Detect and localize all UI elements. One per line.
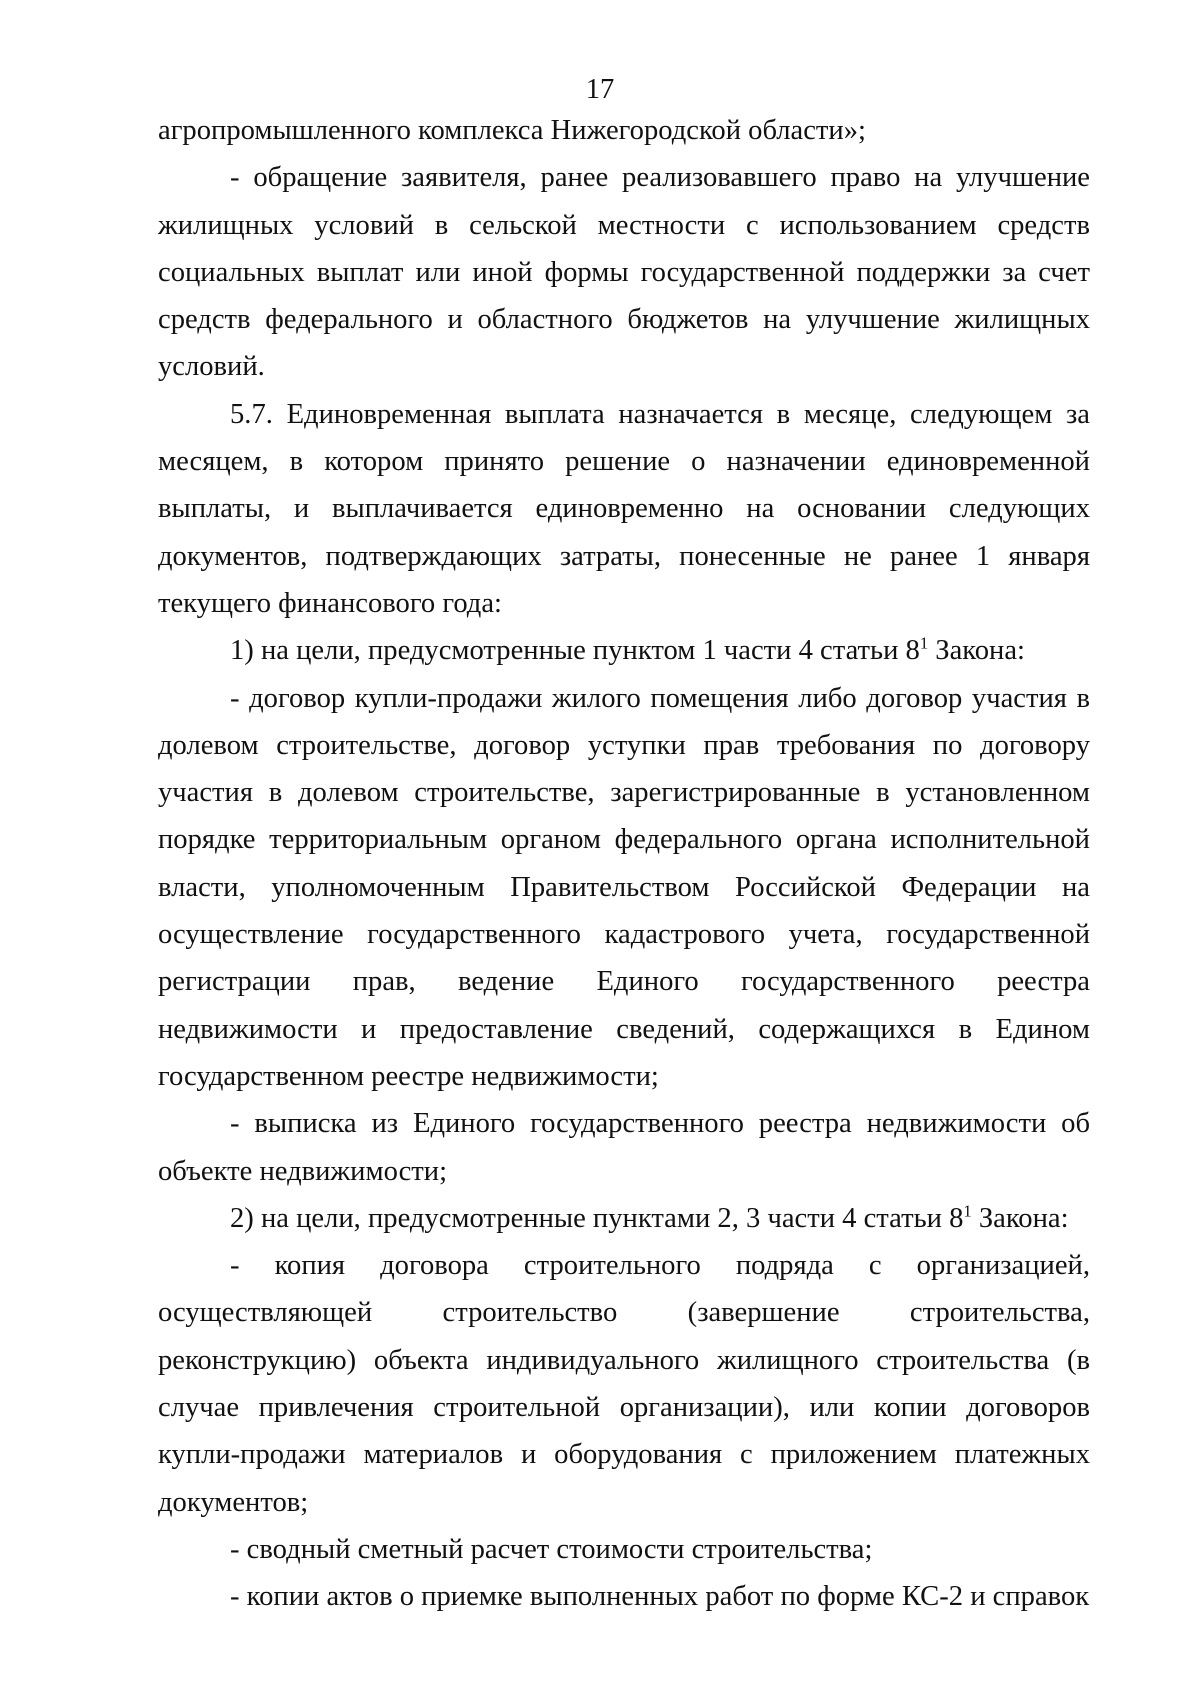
paragraph-purchase-contract: - договор купли-продажи жилого помещения либо договор участия в долевом строительстве, договор уступки прав требования по договору участия в долевом строительстве, зарегистрированные в установленном порядке территориальным органом федерального органа исполнительной власти, уполномоченным Правительством Российской Федерации на осуществление государственного кадастрового учета, государственной регистрации прав, ведение Единого государственного реестра недвижимости и предоставление сведений, содержащихся в Едином государственном реестре недвижимости; (158, 682, 1090, 1092)
paragraph-5-7: 5.7. Единовременная выплата назначается в месяце, следующем за месяцем, в котором принято решение о назначении единовременной выплаты, и выплачивается единовременно на основании следующих документов, подтверждающих затраты, понесенные не ранее 1 января текущего финансового года: (158, 398, 1090, 619)
paragraph-continuation: агропромышленного комплекса Нижегородской области»; (158, 115, 866, 146)
paragraph-applicant-appeal: - обращение заявителя, ранее реализовавшего право на улучшение жилищных условий в сельской местности с использованием средств социальных выплат или иной формы государственной поддержки за счет средств федерального и областного бюджетов на улучшение жилищных условий. (158, 162, 1090, 383)
paragraph-item-1 (158, 627, 1090, 674)
paragraph-cost-estimate: - сводный сметный расчет стоимости строительства; (230, 1533, 873, 1565)
paragraph-acceptance-acts: - копии актов о приемке выполненных работ по форме КС-2 и справок (230, 1581, 1090, 1613)
item-2-tail: Закона: (971, 1202, 1069, 1234)
item-1-superscript: 1 (919, 633, 929, 653)
item-1-tail: Закона: (928, 635, 1025, 667)
paragraph-registry-extract: - выписка из Единого государственного реестра недвижимости об объекте недвижимости; (158, 1108, 1090, 1187)
document-body (158, 107, 1090, 1621)
item-2-superscript: 1 (963, 1201, 972, 1221)
item-1-text: 1) на цели, предусмотренные пунктом 1 части 4 статьи 8 (230, 635, 920, 667)
paragraph-construction-contract: - копия договора строительного подряда с организацией, осуществляющей строительство (завершение строительства, реконструкцию) объекта индивидуального жилищного строительства (в случае привлечения строительной организации), или копии договоров купли-продажи материалов и оборудования с приложением платежных документов; (158, 1250, 1090, 1518)
page-number: 17 (585, 74, 615, 105)
paragraph-item-2 (158, 1195, 1090, 1242)
item-2-text: 2) на цели, предусмотренные пунктами 2, 3 части 4 статьи 8 (230, 1202, 964, 1234)
